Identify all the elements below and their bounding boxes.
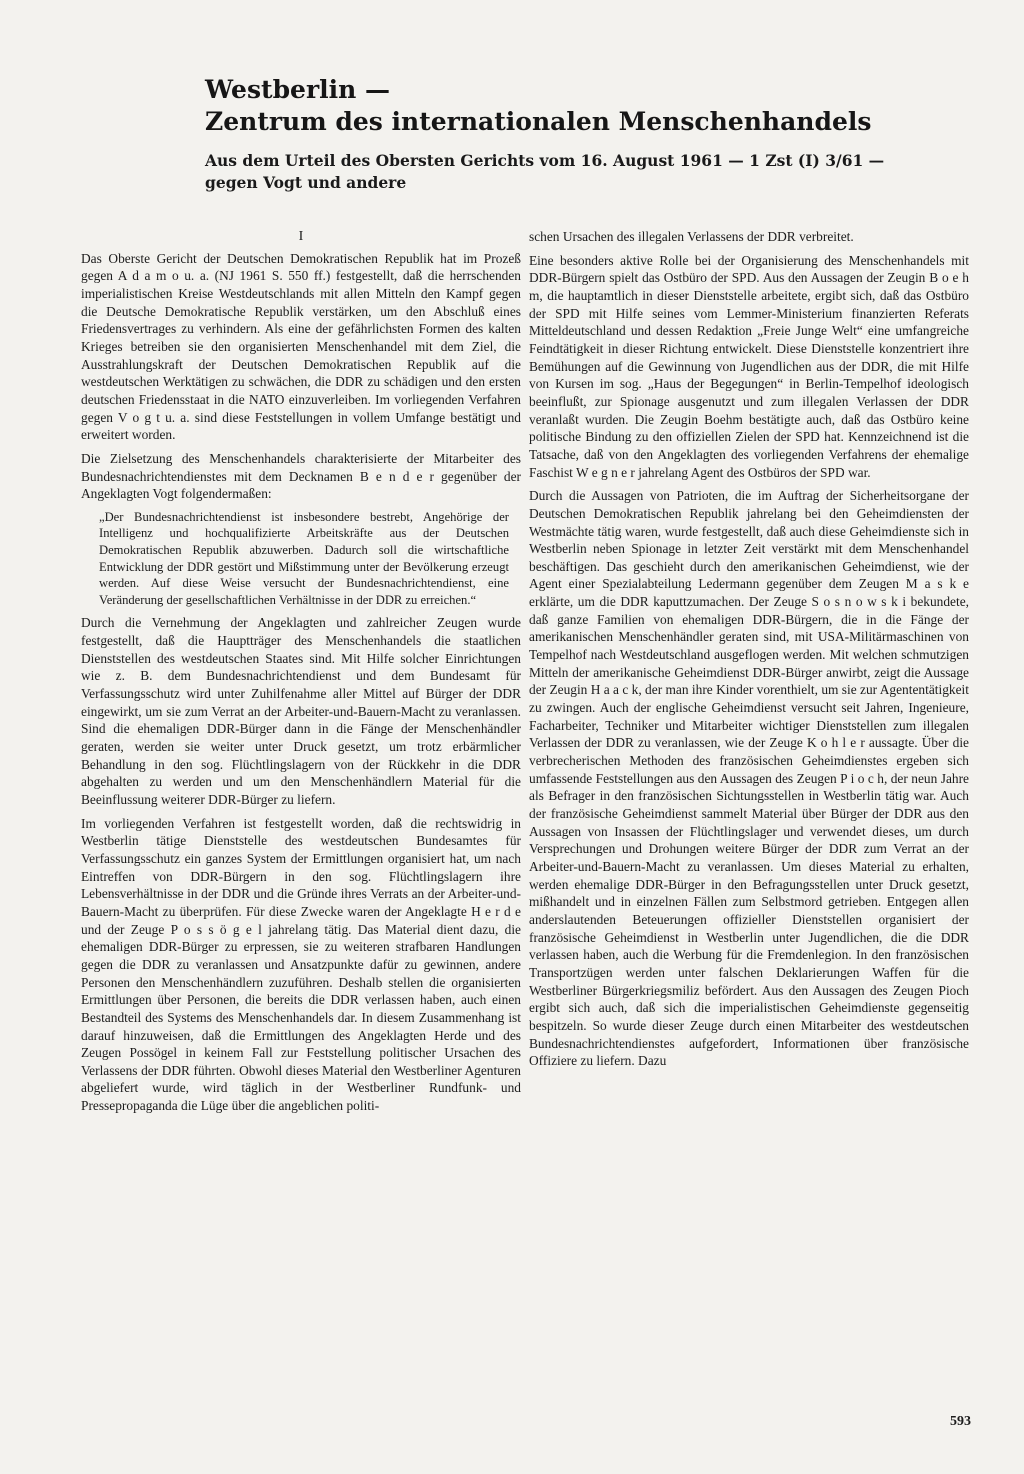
section-number: I bbox=[298, 229, 304, 244]
left-paragraph-4: Im vorliegenden Verfahren ist festgestellt worden, daß die rechtswidrig in Westberlin tätige Dienststelle des westdeutschen Bundesamtes für Verfassungsschutz ein ganzes System der Ermittlungen organisiert hat, um nach Eintreffen von DDR-Bürgern in den sog. Flüchtlingslagern ihre Lebensverhältnisse in der DDR und die Gründe ihres Verrats an der Arbeiter-und-Bauern-Macht zu überprüfen. Für diese Zwecke waren der Angeklagte H e r d e und der Zeuge P o s s ö g e l jahrelang tätig. Das Material dient dazu, die ehemaligen DDR-Bürger zu erpressen, sie zu weiteren strafbaren Handlungen gegen die DDR zu veranlassen und Ansatzpunkte dafür zu gewinnen, andere Personen den Menschenhändlern zuzuführen. Deshalb stellen die organisierten Ermittlungen über Personen, die bereits die DDR verlassen haben, auch einen Bestandteil des Systems des Menschenhandels dar. In diesem Zusammenhang ist darauf hinzuweisen, daß die Ermittlungen des Angeklagten Herde und des Zeugen Possögel in keinem Fall zur Feststellung politischer Ursachen des Verlassens der DDR führten. Obwohl dieses Material den Westberliner Agenturen abgeliefert wurde, wird täglich in der Westberliner Rundfunk- und Pressepropaganda die Lüge über die angeblichen politi- bbox=[81, 815, 521, 1114]
title-line-1: Westberlin — bbox=[205, 75, 390, 104]
page-number: 593 bbox=[950, 1414, 971, 1429]
left-paragraph-1: Das Oberste Gericht der Deutschen Demokratischen Republik hat im Prozeß gegen A d a m o u. a. (NJ 1961 S. 550 ff.) festgestellt, daß die herrschenden imperialistischen Kreise Westdeutschlands mit allen Mitteln den Kampf gegen die Deutsche Demokratische Republik verstärken, um den Abschluß eines Friedensvertrages zu verhindern. Als eine der gefährlichsten Formen des kalten Krieges betreiben sie den organisierten Menschenhandel mit dem Ziel, die Ausstrahlungskraft der Deutschen Demokratischen Republik auf die westdeutschen Werktätigen zu schwächen, die DDR zu schädigen und den ersten deutschen Friedensstaat in die NATO einzuverleiben. Im vorliegenden Verfahren gegen V o g t u. a. sind diese Feststellungen in vollem Umfange bestätigt und erweitert worden. bbox=[81, 250, 521, 443]
article-title bbox=[205, 74, 965, 138]
left-paragraph-3: Durch die Vernehmung der Angeklagten und zahlreicher Zeugen wurde festgestellt, daß die Hauptträger des Menschenhandels die staatlichen Dienststellen des westdeutschen Staates sind. Mit Hilfe solcher Einrichtungen wie z. B. dem Bundesnachrichtendienst und dem Bundesamt für Verfassungsschutz wird unter Zuhilfenahme aller Mittel auf Bürger der DDR eingewirkt, um sie zum Verrat an der Arbeiter-und-Bauern-Macht zu veranlassen. Sind die ehemaligen DDR-Bürger dann in die Fänge der Menschenhändler geraten, werden sie weiter unter Druck gesetzt, um trotz erbärmlicher Behandlung in den sog. Flüchtlingslagern von der Rückkehr in die DDR abgehalten zu werden und um den Menschenhändlern Material für die Beeinflussung weiterer DDR-Bürger zu liefern. bbox=[81, 615, 521, 807]
left-paragraph-2: Die Zielsetzung des Menschenhandels charakterisierte der Mitarbeiter des Bundesnachrichtendienstes mit dem Decknamen B e n d e r gegenüber der Angeklagten Vogt folgendermaßen: bbox=[81, 450, 521, 502]
right-paragraph-2: Eine besonders aktive Rolle bei der Organisierung des Menschenhandels mit DDR-Bürgern spielt das Ostbüro der SPD. Aus den Aussagen der Zeugin B o e h m, die hauptamtlich in dieser Dienststelle arbeitete, ergibt sich, daß das Ostbüro der SPD mit Hilfe seines vom Lemmer-Ministerium finanzierten Referats Mitteldeutschland und dessen Redaktion „Freie Junge Welt“ eine umfangreiche Feindtätigkeit in dieser Richtung entwickelt. Diese Dienststelle konzentriert ihre Bemühungen auf die Gewinnung von Jugendlichen aus der DDR, die mit Hilfe von Kursen im sog. „Haus der Begegungen“ in Berlin-Tempelhof ideologisch beeinflußt, zur Spionage ausgenutzt und zum illegalen Verlassen der DDR veranlaßt wurden. Die Zeugin Boehm bestätigte auch, daß das Ostbüro keine politische Bindung zu den offiziellen Zielen der SPD hat. Kennzeichnend ist die Tatsache, daß von den Angeklagten des vorliegenden Verfahrens der ehemalige Faschist W e g n e r jahrelang Agent des Ostbüros der SPD war. bbox=[529, 252, 969, 480]
subtitle-line-1: Aus dem Urteil des Obersten Gerichts vom 16. August 1961 — 1 Zst (I) 3/61 — bbox=[205, 151, 885, 170]
right-paragraph-1: schen Ursachen des illegalen Verlassens der DDR verbreitet. bbox=[529, 229, 854, 244]
subtitle-line-2: gegen Vogt und andere bbox=[205, 173, 407, 192]
right-paragraph-3: Durch die Aussagen von Patrioten, die im Auftrag der Sicherheitsorgane der Deutschen Demokratischen Republik jahrelang bei den Geheimdiensten der Westmächte tätig waren, wurde festgestellt, daß auch diese Geheimdienste sich in Westberlin neben Spionage in letzter Zeit verstärkt mit dem Menschenhandel beschäftigen. Das geschieht durch den amerikanischen Geheimdienst, wie der Agent einer Spezialabteilung Ledermann gegenüber dem Zeugen M a s k e erklärte, um die DDR kaputtzumachen. Der Zeuge S o s n o w s k i bekundete, daß ganze Familien von ehemaligen DDR-Bürgern, die in die Fänge der amerikanischen Menschenhändler geraten sind, mit USA-Militärmaschinen von Tempelhof nach Westdeutschland ausgeflogen werden. Mit welchen schmutzigen Mitteln der amerikanische Geheimdienst DDR-Bürger anwirbt, zeigt die Aussage der Zeugin H a a c k, der man ihre Kinder vorenthielt, um sie zur Agententätigkeit zu zwingen. Auch der englische Geheimdienst versucht seit Jahren, Ingenieure, Facharbeiter, Techniker und Mitarbeiter wichtiger Dienststellen zum illegalen Verlassen der DDR zu veranlassen, wie der Zeuge K o h l e r aussagte. Über die verbrecherischen Methoden des französischen Geheimdienstes ergeben sich umfassende Feststellungen aus den Aussagen des Zeugen P i o c h, der neun Jahre als Befrager in den französischen Sichtungsstellen in Westberlin tätig war. Auch der französische Geheimdienst sammelt Material über Bürger der DDR aus den Aussagen von Insassen der Flüchtlingslager und verwendet dieses, um durch Versprechungen und Drohungen weitere Bürger der DDR zum Verrat an der Arbeiter-und-Bauern-Macht zu veranlassen. Um dieses Material zu erhalten, werden ehemalige DDR-Bürger in den Befragungsstellen unter Druck gesetzt, mißhandelt und in einzelnen Fällen zum Selbstmord getrieben. Entgegen allen anderslautenden Beteuerungen offizieller Dienststellen organisiert der französische Geheimdienst in Westberlin unter Jugendlichen, die die DDR verlassen haben, auch die Werbung für die Fremdenlegion. In den französischen Transportzügen werden unter falschen Deklarierungen Waffen für die Westberliner Bürgerkriegsmiliz befördert. Aus den Aussagen des Zeugen Pioch ergibt sich auch, daß sich die imperialistischen Geheimdienste gegenseitig bespitzeln. So wurde dieser Zeuge durch einen Mitarbeiter des westdeutschen Bundesnachrichtendienstes aufgefordert, Informationen über französische Offiziere zu liefern. Dazu bbox=[529, 488, 969, 1069]
left-column bbox=[81, 228, 521, 1121]
quote-block: „Der Bundesnachrichtendienst ist insbesondere bestrebt, Angehörige der Intelligenz und hochqualifizierte Arbeitskräfte aus der Deutschen Demokratischen Republik abzuwerben. Dadurch soll die wirtschaftliche Entwicklung der DDR gestört und Mißstimmung unter der Bevölkerung erzeugt werden. Auf diese Weise versucht der Bundesnachrichtendienst, eine Veränderung der gesellschaftlichen Verhältnisse in der DDR zu erreichen.“ bbox=[99, 509, 509, 607]
right-column bbox=[529, 228, 969, 1076]
article-subtitle bbox=[205, 150, 995, 194]
title-line-2: Zentrum des internationalen Menschenhandels bbox=[205, 107, 872, 136]
